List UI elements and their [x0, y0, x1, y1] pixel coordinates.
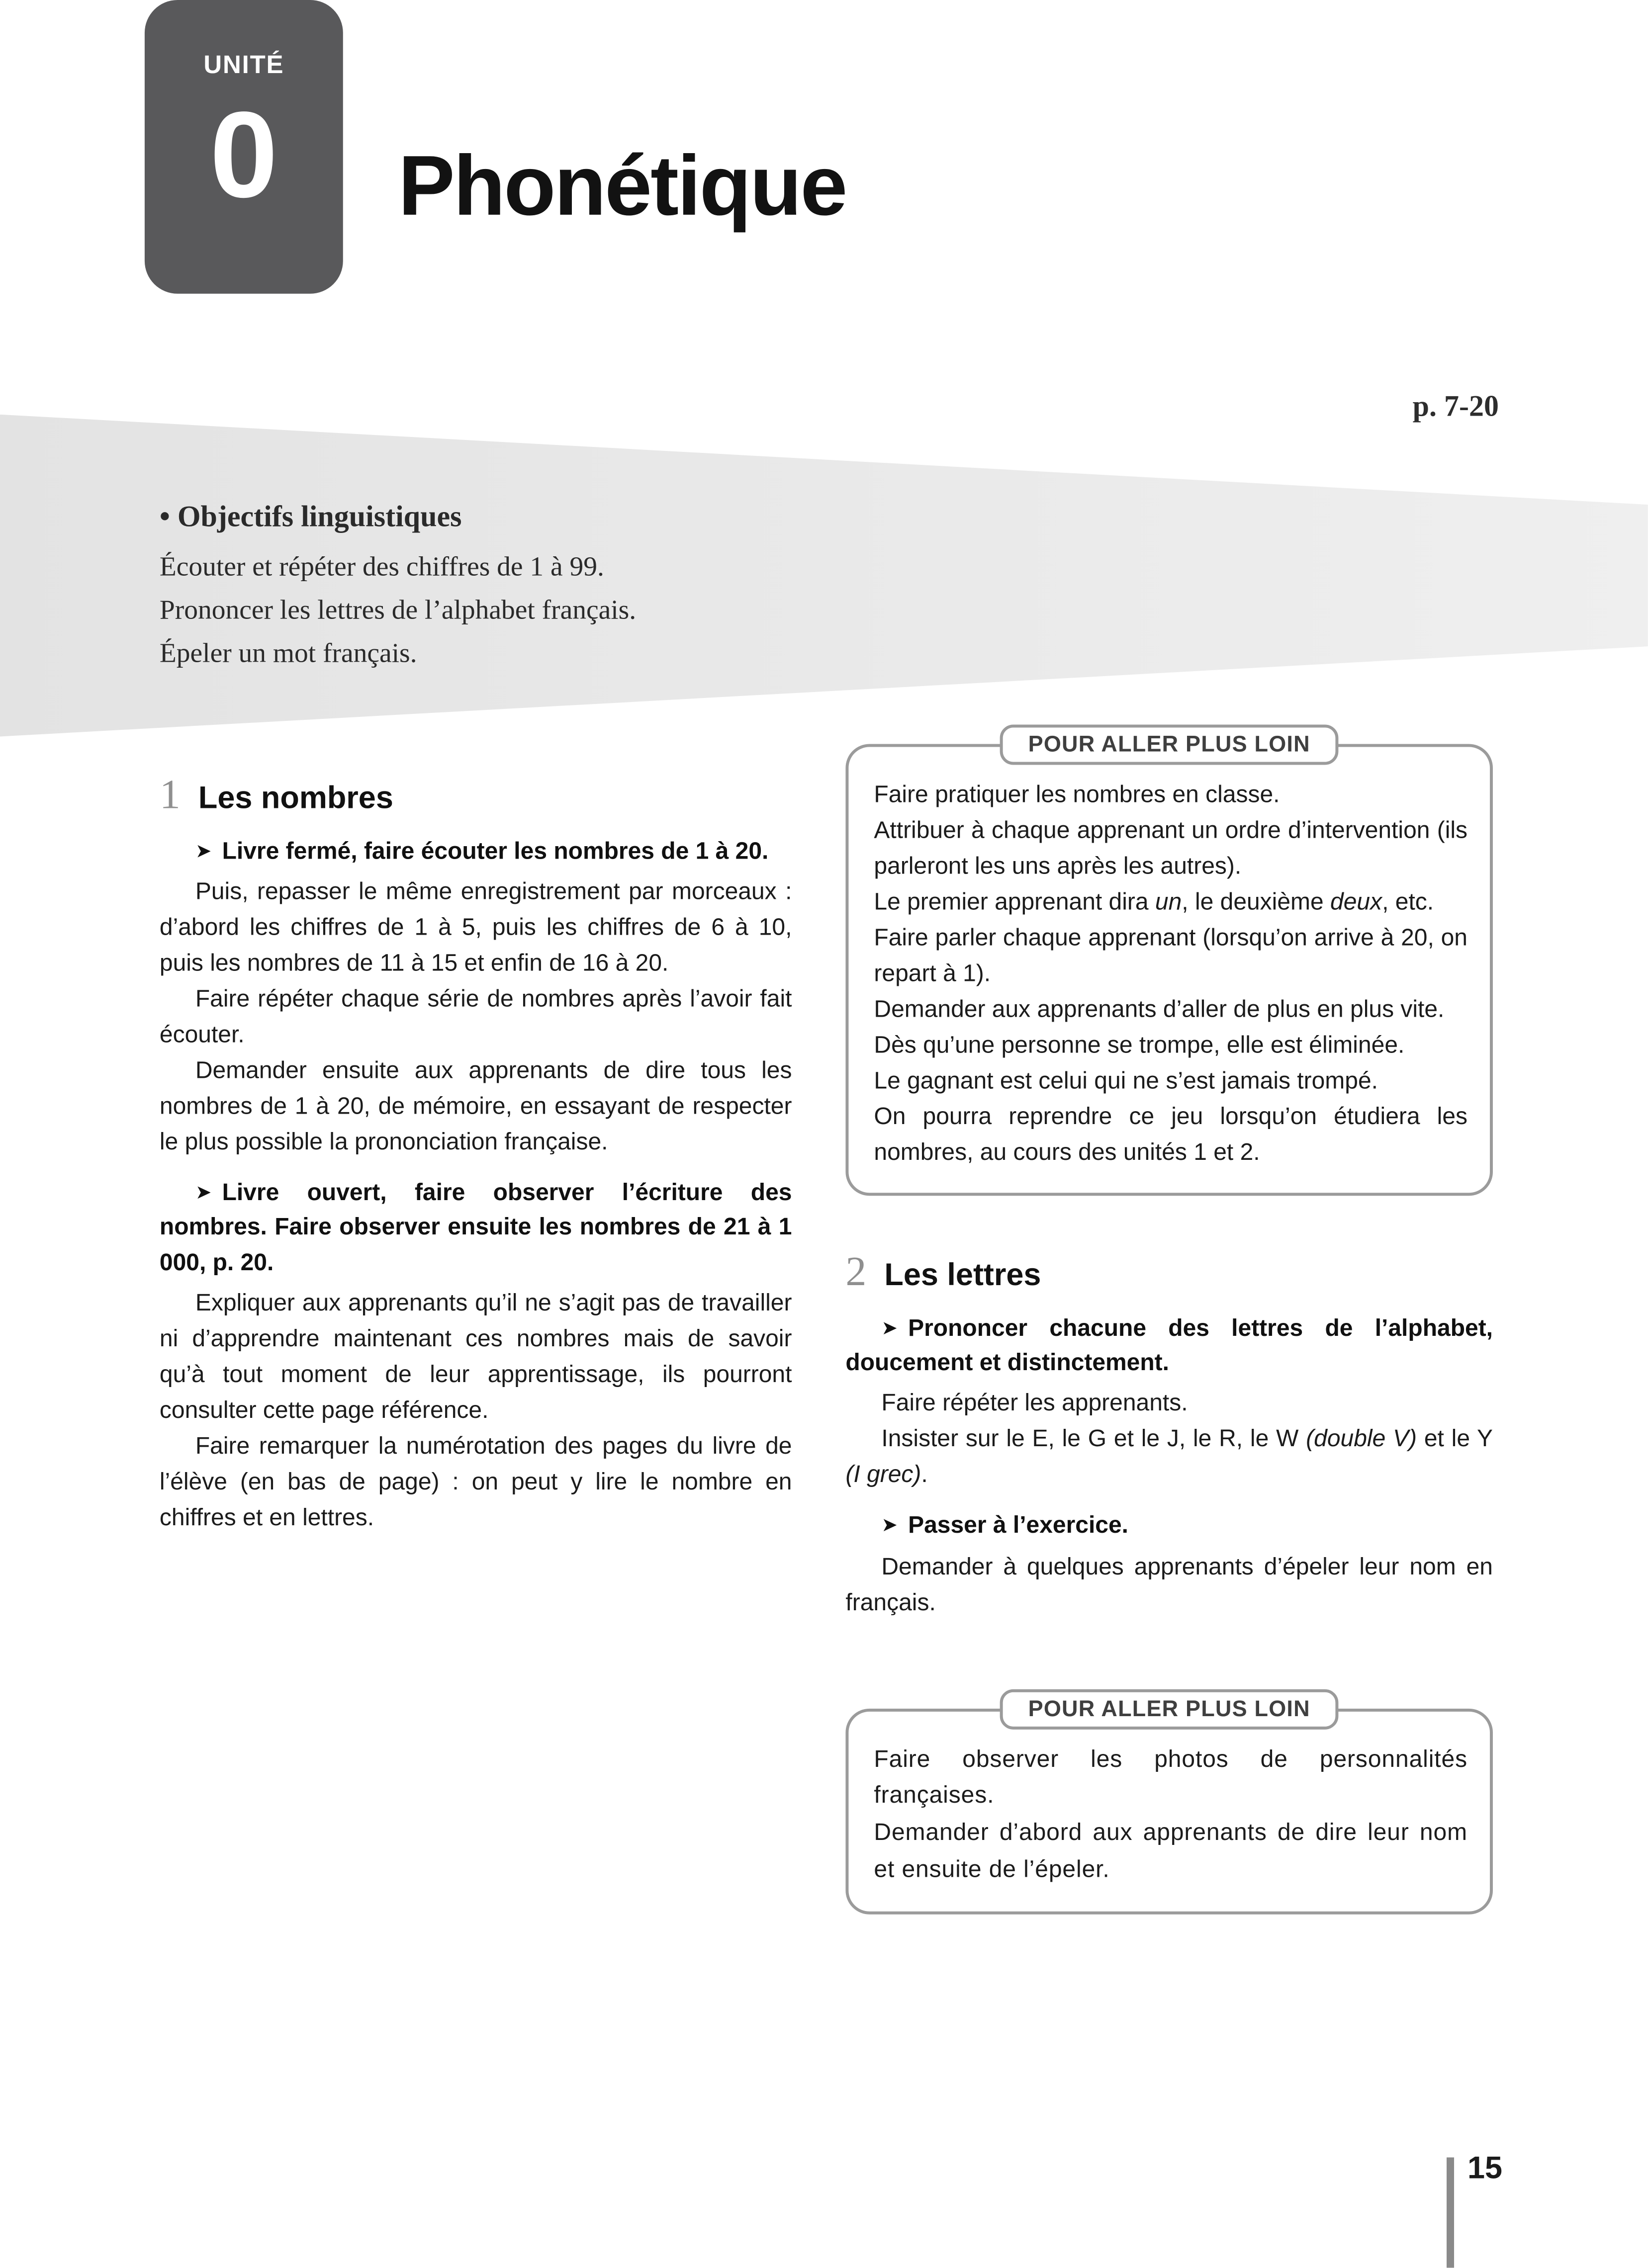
aside-box-pour-aller-plus-loin-2	[845, 1696, 1493, 1914]
paragraph: Demander à quelques apprenants d’épeler leur nom en français.	[845, 1554, 1493, 1616]
objectives-heading: • Objectifs linguistiques	[159, 501, 462, 534]
lead-paragraph	[845, 1312, 1493, 1381]
aside-line: Demander aux apprenants d’aller de plus en plus vite.	[874, 997, 1445, 1023]
aside-line: Attribuer à chaque apprenant un ordre d’intervention (ils parleront les uns après les autres).	[874, 818, 1468, 880]
column-right	[845, 732, 1493, 1914]
footer-bar	[1447, 2158, 1454, 2268]
unit-badge	[145, 0, 343, 294]
objective-line: Épeler un mot français.	[159, 639, 417, 670]
section-title: Les nombres	[198, 781, 393, 816]
unit-label: UNITÉ	[203, 50, 284, 79]
lead-text: Livre fermé, faire écouter les nombres de 1 à 20.	[222, 839, 769, 865]
arrow-icon: ➤	[881, 1514, 898, 1537]
aside-line: Dès qu’une personne se trompe, elle est éliminée.	[874, 1033, 1405, 1059]
aside-tab-label: POUR ALLER PLUS LOIN	[1000, 1689, 1339, 1729]
aside-line: Demander d’abord aux apprenants de dire leur nom et ensuite de l’épeler.	[874, 1821, 1468, 1883]
paragraph: Insister sur le E, le G et le J, le R, le W (double V) et le Y (I grec).	[845, 1427, 1493, 1489]
unit-number: 0	[209, 87, 278, 224]
objective-line: Écouter et répéter des chiffres de 1 à 99.	[159, 553, 604, 583]
column-left	[160, 772, 792, 1537]
arrow-icon: ➤	[195, 1181, 212, 1204]
paragraph: Faire remarquer la numérotation des pages du livre de l’élève (en bas de page) : on peut y lire le nombre en chiffres et en lettres.	[159, 1434, 792, 1531]
section-2-heading	[845, 1249, 1493, 1297]
lead-text: Passer à l’exercice.	[908, 1514, 1129, 1540]
aside-line: Le premier apprenant dira un, le deuxième deux, etc.	[874, 890, 1434, 916]
paragraph: Faire répéter chaque série de nombres après l’avoir fait écouter.	[159, 987, 792, 1048]
aside-tab-label: POUR ALLER PLUS LOIN	[1000, 725, 1339, 765]
paragraph: Puis, repasser le même enregistrement par morceaux : d’abord les chiffres de 1 à 5, puis les chiffres de 6 à 10, puis les nombres de 11 à 15 et enfin de 16 à 20.	[159, 879, 792, 977]
aside-line: Faire observer les photos de personnalités françaises.	[874, 1746, 1468, 1809]
paragraph: Faire répéter les apprenants.	[881, 1392, 1188, 1417]
page-title: Phonétique	[398, 138, 846, 234]
objectives-block	[160, 501, 1114, 677]
aside-line: Faire pratiquer les nombres en classe.	[874, 783, 1280, 808]
lead-paragraph	[160, 1177, 792, 1281]
aside-line: Faire parler chaque apprenant (lorsqu’on arrive à 20, on repart à 1).	[874, 926, 1468, 987]
aside-box-pour-aller-plus-loin-1	[845, 732, 1493, 1196]
aside-line: On pourra reprendre ce jeu lorsqu’on étudiera les nombres, au cours des unités 1 et 2.	[874, 1105, 1468, 1166]
arrow-icon: ➤	[195, 839, 212, 862]
objective-line: Prononcer les lettres de l’alphabet français.	[159, 596, 637, 626]
section-title: Les lettres	[884, 1258, 1041, 1293]
paragraph: Expliquer aux apprenants qu’il ne s’agit pas de travailler ni d’apprendre maintenant ces nombres mais de savoir qu’à tout moment de leur apprentissage, ils pourront consulter cette page référence.	[159, 1291, 792, 1424]
section-number: 2	[845, 1249, 867, 1296]
lead-text: Prononcer chacune des lettres de l’alphabet, doucement et distinctement.	[845, 1316, 1493, 1377]
lead-paragraph	[845, 1509, 1493, 1544]
lead-text: Livre ouvert, faire observer l’écriture des nombres. Faire observer ensuite les nombres de 21 à 1 000, p. 20.	[159, 1181, 792, 1276]
page-reference: p. 7-20	[1412, 390, 1499, 424]
section-number: 1	[159, 772, 181, 819]
lead-paragraph	[160, 835, 792, 870]
arrow-icon: ➤	[881, 1316, 898, 1339]
aside-line: Le gagnant est celui qui ne s’est jamais trompé.	[874, 1069, 1378, 1095]
paragraph: Demander ensuite aux apprenants de dire tous les nombres de 1 à 20, de mémoire, en essayant de respecter le plus possible la prononciation française.	[159, 1058, 792, 1156]
page-number: 15	[1467, 2151, 1503, 2186]
section-1-heading	[160, 772, 792, 820]
